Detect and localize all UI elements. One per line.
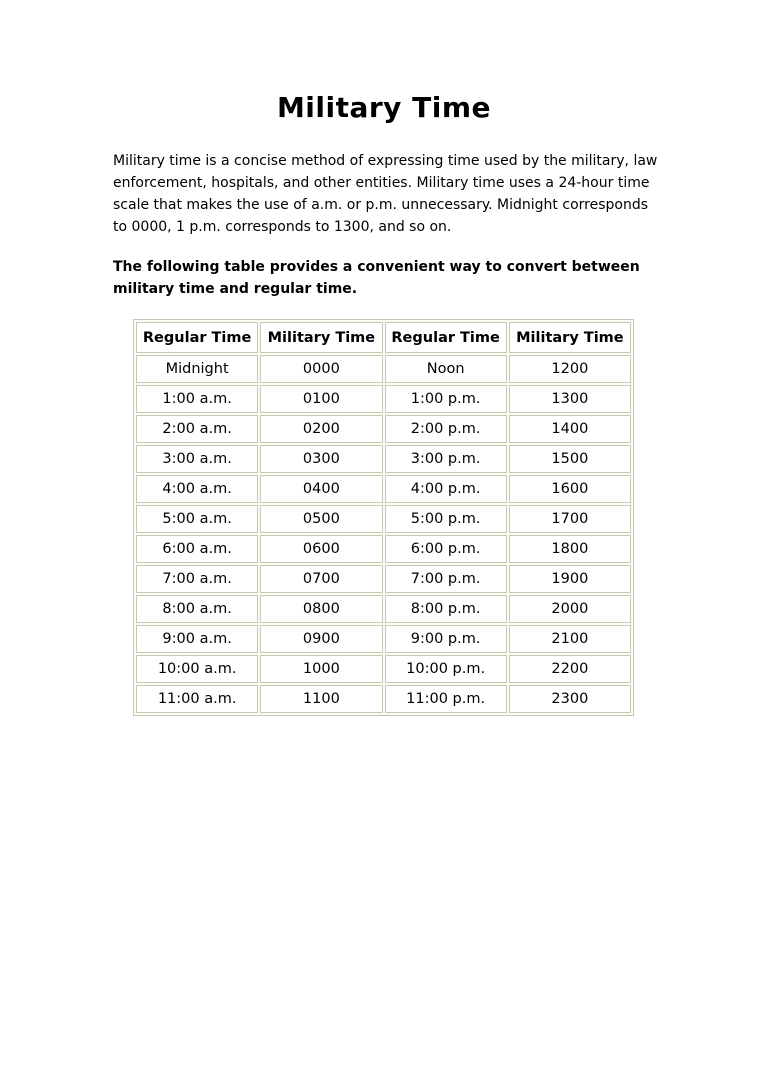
table-intro-paragraph: The following table provides a convenient way to convert between military time and regular time. (113, 259, 640, 297)
table-cell: 1300 (509, 385, 631, 413)
table-cell: 1100 (260, 685, 382, 713)
table-cell: Noon (385, 355, 507, 383)
table-cell: 4:00 p.m. (385, 475, 507, 503)
table-row (136, 565, 631, 593)
table-cell: 0700 (260, 565, 382, 593)
table-cell: 0600 (260, 535, 382, 563)
table-cell: 10:00 a.m. (136, 655, 258, 683)
table-cell: 9:00 a.m. (136, 625, 258, 653)
table-cell: 5:00 a.m. (136, 505, 258, 533)
table-cell: 9:00 p.m. (385, 625, 507, 653)
table-cell: 1800 (509, 535, 631, 563)
table-cell: 2:00 a.m. (136, 415, 258, 443)
table-row (136, 505, 631, 533)
table-cell: 3:00 p.m. (385, 445, 507, 473)
table-cell: 0200 (260, 415, 382, 443)
table-cell: 6:00 p.m. (385, 535, 507, 563)
document-page (0, 90, 768, 1084)
table-row (136, 355, 631, 383)
table-cell: 2100 (509, 625, 631, 653)
table-cell: 0100 (260, 385, 382, 413)
header-cell-regular-time-2: Regular Time (385, 322, 507, 353)
table-cell: 1700 (509, 505, 631, 533)
table-cell: 2300 (509, 685, 631, 713)
table-row (136, 595, 631, 623)
table-cell: 1600 (509, 475, 631, 503)
table-cell: 0300 (260, 445, 382, 473)
table-cell: 1000 (260, 655, 382, 683)
table-cell: 3:00 a.m. (136, 445, 258, 473)
header-cell-regular-time-1: Regular Time (136, 322, 258, 353)
table-row (136, 535, 631, 563)
table-cell: 11:00 a.m. (136, 685, 258, 713)
table-cell: 1:00 a.m. (136, 385, 258, 413)
table-cell: 8:00 p.m. (385, 595, 507, 623)
table-row (136, 445, 631, 473)
table-cell: 4:00 a.m. (136, 475, 258, 503)
intro-paragraph: Military time is a concise method of expressing time used by the military, law enforcement, hospitals, and other entities. Military time uses a 24-hour time scale that makes the use of a.m. or p.m. unnecessary. Midnight corresponds to 0000, 1 p.m. corresponds to 1300, and so on. (113, 153, 658, 235)
table-cell: 11:00 p.m. (385, 685, 507, 713)
table-row (136, 415, 631, 443)
table-cell: 2:00 p.m. (385, 415, 507, 443)
table-cell: 10:00 p.m. (385, 655, 507, 683)
table-cell: 1200 (509, 355, 631, 383)
table-cell: Midnight (136, 355, 258, 383)
table-cell: 0800 (260, 595, 382, 623)
table-cell: 2000 (509, 595, 631, 623)
table-cell: 0400 (260, 475, 382, 503)
table-cell: 7:00 p.m. (385, 565, 507, 593)
page-title: Military Time (276, 91, 492, 124)
table-header-row (136, 322, 631, 353)
table-cell: 2200 (509, 655, 631, 683)
table-row (136, 385, 631, 413)
table-cell: 6:00 a.m. (136, 535, 258, 563)
table-cell: 8:00 a.m. (136, 595, 258, 623)
table-cell: 1400 (509, 415, 631, 443)
table-row (136, 475, 631, 503)
table-cell: 0900 (260, 625, 382, 653)
table-row (136, 685, 631, 713)
table-row (136, 655, 631, 683)
table-cell: 1900 (509, 565, 631, 593)
table-cell: 5:00 p.m. (385, 505, 507, 533)
table-cell: 7:00 a.m. (136, 565, 258, 593)
table-cell: 1:00 p.m. (385, 385, 507, 413)
header-cell-military-time-2: Military Time (509, 322, 631, 353)
table-cell: 1500 (509, 445, 631, 473)
table-row (136, 625, 631, 653)
time-conversion-table (133, 319, 634, 716)
table-cell: 0500 (260, 505, 382, 533)
header-cell-military-time-1: Military Time (260, 322, 382, 353)
table-cell: 0000 (260, 355, 382, 383)
